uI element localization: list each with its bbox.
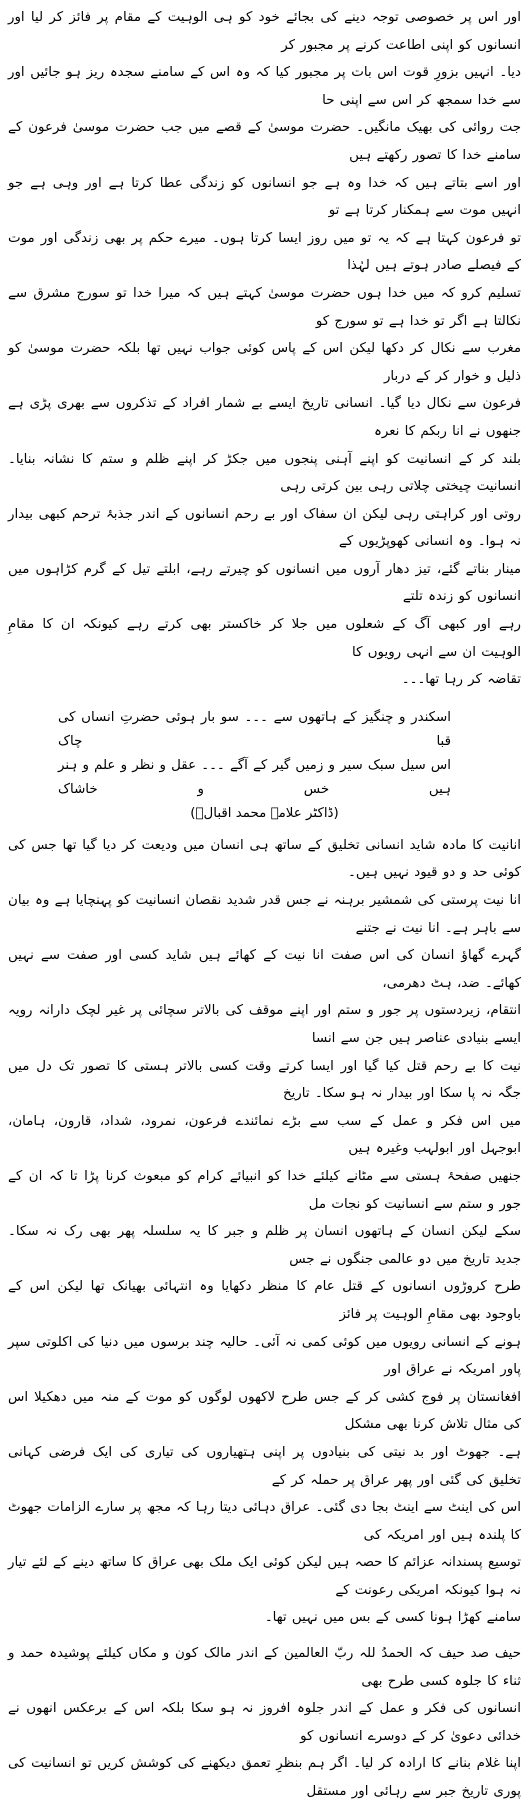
text-line: مینار بناتے گئے، تیز دھار آروں میں انسانوں کو چیرتے رہے، ابلتے تیل کے گرم کڑاہوں میں انسانوں کو زندہ تلتے	[8, 561, 521, 605]
poem-verse: اسکندر و چنگیز کے ہاتھوں سے ۔۔۔ سو بار ہوئی حضرتِ انساں کی قبا چاک	[58, 709, 451, 749]
text-line: اس کی اینٹ سے اینٹ بجا دی گئی۔ عراق دہائی دیتا رہا کہ مجھ پر سارے الزامات جھوٹ کا پلندہ ہیں اور امریکہ کی	[8, 1500, 521, 1543]
paragraph-pharaoh	[8, 4, 521, 694]
text-line: ہے۔ جھوٹ اور بد نیتی کی بنیادوں پر اپنی ہتھیاروں کی تیاری کی ایک فرضی کہانی تخلیق کی گئی اور پھر عراق پر حملہ کر کے	[8, 1444, 521, 1488]
text-line: انا نیت پرستی کی شمشیر برہنہ نے جس قدر شدید نقصان انسانیت کو پہنچایا ہے وہ بیان سے باہر ہے۔ انا نیت نے جتنے	[8, 893, 521, 936]
text-line: طرح کروڑوں انسانوں کے قتل عام کا منظر دکھایا وہ انتہائی بھیانک تھا لیکن اس کے باوجود بھی مقامِ الوہیت پر فائز	[8, 1279, 521, 1322]
text-line: انسانوں کی فکر و عمل کے اندر جلوہ افروز نہ ہو سکا بلکہ اس کے برعکس انھوں نے خدائی دعویٰ کر کے دوسرے انسانوں کو	[8, 1701, 521, 1744]
text-line: گہرے گھاؤ انسان کی اس صفت انا نیت کے کھائے ہیں شاید کسی اور صفت سے نہیں کھائے۔ ضد، ہٹ دھرمی،	[8, 948, 521, 991]
text-line: اور اسے بتاتے ہیں کہ خدا وہ ہے جو انسانوں کو زندگی عطا کرتا ہے اور وہی ہے جو انہیں موت سے ہمکنار کرتا ہے تو	[8, 175, 521, 219]
text-line: میں اس فکر و عمل کے سب سے بڑے نمائندے فرعون، نمرود، شداد، قارون، ہامان، ابوجہل اور ابولہب وغیرہ ہیں	[8, 1113, 521, 1157]
text-line: بلند کر کے انسانیت کو اپنے آہنی پنجوں میں جکڑ کر اپنے ظلم و ستم کا نشانہ بنایا۔ انسانیت چیختی چلاتی رہی بین کرتی رہی	[8, 451, 521, 495]
poem-attribution: (ڈاکٹر علامہ محمد اقبالؒ)	[190, 805, 339, 821]
text-line: جنھیں صفحۂ ہستی سے مٹانے کیلئے خدا کو انبیائے کرام کو مبعوث کرنا پڑا تا کہ ان کے جور و ستم سے انسانیت کو نجات مل	[8, 1168, 521, 1212]
text-line: روتی اور کراہتی رہی لیکن ان سفاک اور بے رحم انسانوں کے اندر جذبۂ ترحم کبھی بیدار نہ ہوا۔ وہ انسانی کھوپڑیوں کے	[8, 506, 521, 550]
text-line: فرعون سے نکال دیا گیا۔ انسانی تاریخ ایسے بے شمار افراد کے تذکروں سے بھری پڑی ہے جنھوں نے انا ربکم کا نعرہ	[8, 396, 521, 439]
text-line: مغرب سے نکال کر دکھا لیکن اس کے پاس کوئی جواب نہیں تھا بلکہ حضرت موسیٰ کو ذلیل و خوار کر کے دربار	[8, 341, 521, 384]
text-line: رہے اور کبھی آگ کے شعلوں میں جلا کر خاکستر بھی کرتے رہے کیونکہ ان کا مقامِ الوہیت ان سے انہی رویوں کا	[8, 617, 521, 660]
text-line: اور اس پر خصوصی توجہ دینے کی بجائے خود کو ہی الوہیت کے مقام پر فائز کر لیا اور انسانوں کو اپنی اطاعت کرنے پر مجبور کر	[8, 10, 521, 53]
poem-verse: اس سیل سبک سیر و زمیں گیر کے آگے ۔۔۔ عقل و نظر و علم و ہنر ہیں خس و خاشاک	[58, 757, 451, 797]
text-line: جت روائی کی بھیک مانگیں۔ حضرت موسیٰ کے قصے میں جب حضرت موسیٰ فرعون کے سامنے خدا کا تصور رکھتے ہیں	[8, 120, 521, 163]
poem-quote	[8, 706, 521, 826]
text-line: تو فرعون کہتا ہے کہ یہ تو میں روز ایسا کرتا ہوں۔ میرے حکم پر بھی زندگی اور موت کے فیصلے صادر ہوتے ہیں لہٰذا	[8, 230, 521, 274]
text-line: توسیع پسندانہ عزائم کا حصہ ہیں لیکن کوئی ایک ملک بھی عراق کا ساتھ دینے کے لئے تیار نہ ہوا کیونکہ امریکی رعونت کے	[8, 1555, 521, 1598]
text-line: ہونے کے انسانی رویوں میں کوئی کمی نہ آئی۔ حالیہ چند برسوں میں دنیا کی اکلوتی سپر پاور امریکہ نے عراق اور	[8, 1334, 521, 1378]
paragraph-lament	[8, 1640, 521, 1806]
text-line: سکے لیکن انسان کے ہاتھوں انسان پر ظلم و جبر کا یہ سلسلہ پھر بھی رک نہ سکا۔ جدید تاریخ میں دو عالمی جنگوں نے جس	[8, 1224, 521, 1267]
text-line: انانیت کا مادہ شاید انسانی تخلیق کے ساتھ ہی انسان میں ودیعت کر دیا گیا تھا جس کی کوئی حد و دو قیود نہیں ہیں۔	[8, 837, 521, 881]
text-line: انتقام، زیردستوں پر جور و ستم اور اپنے موقف کی بالاتر سچائی پر غیر لچک دارانہ رویہ ایسے بنیادی عناصر ہیں جن سے انسا	[8, 1003, 521, 1046]
text-line: سامنے کھڑا ہونا کسی کے بس میں نہیں تھا۔	[264, 1610, 521, 1626]
text-line: افغانستان پر فوج کشی کر کے جس طرح لاکھوں لوگوں کو موت کے منہ میں دھکیلا اس کی مثال تلاش کرنا بھی مشکل	[8, 1389, 521, 1433]
text-line: نیت کا بے رحم قتل کیا گیا اور ایسا کرتے وقت کسی بالاتر ہستی کا تصور تک دل میں جگہ نہ پا سکا اور بیدار نہ ہو سکا۔ تاریخ	[8, 1058, 521, 1102]
text-line: دیا۔ انہیں بزورِ قوت اس بات پر مجبور کیا کہ وہ اس کے سامنے سجدہ ریز ہو جائیں اور سے خدا سمجھ کر اس سے اپنی حا	[8, 65, 521, 108]
paragraph-egotism	[8, 832, 521, 1632]
text-line: تقاضہ کر رہا تھا۔۔۔	[401, 672, 521, 688]
text-line: حیف صد حیف کہ الحمدُ للہ ربّ العالمین کے اندر مالک کون و مکاں کیلئے پوشیدہ حمد و ثناء کا جلوہ کسی طرح بھی	[8, 1646, 521, 1689]
text-line: اپنا غلام بنانے کا ارادہ کر لیا۔ اگر ہم بنظرِ تعمق دیکھنے کی کوشش کریں تو انسانیت کی پوری تاریخ جبر سے رہائی اور مستقل	[8, 1756, 521, 1800]
text-line: تسلیم کرو کہ میں خدا ہوں حضرت موسیٰ کہتے ہیں کہ میرا خدا تو سورج مشرق سے نکالتا ہے اگر تو خدا ہے تو سورج کو	[8, 285, 521, 329]
